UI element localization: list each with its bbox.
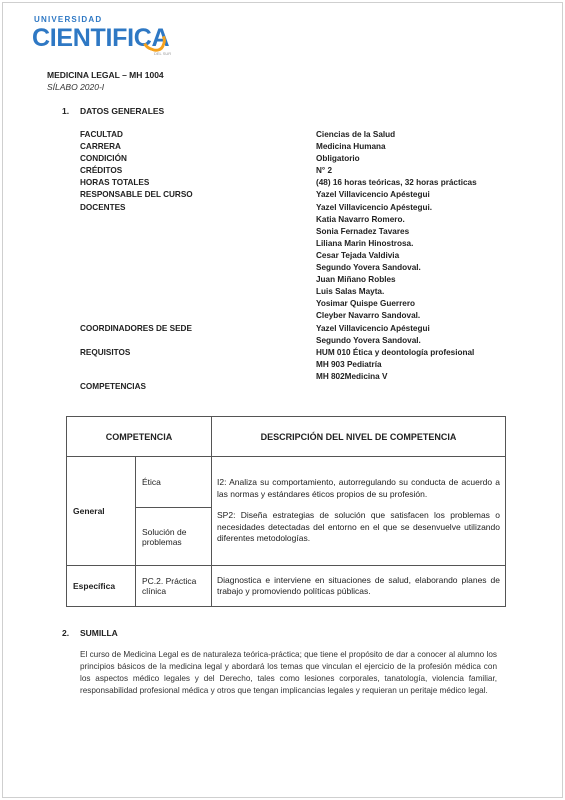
field-value: Juan Miñano Robles bbox=[316, 275, 396, 285]
field-label: FACULTAD bbox=[80, 130, 123, 139]
group-especifica: Específica bbox=[67, 566, 136, 607]
table-row bbox=[67, 457, 506, 508]
general-data-row bbox=[80, 359, 520, 371]
general-data-row bbox=[80, 238, 520, 250]
field-value: (48) 16 horas teóricas, 32 horas prácticas bbox=[316, 178, 477, 188]
field-label bbox=[80, 286, 316, 298]
general-data-row bbox=[80, 310, 520, 322]
group-general: General bbox=[67, 457, 136, 566]
general-data-row bbox=[80, 214, 520, 226]
general-data-row bbox=[80, 141, 520, 153]
field-label bbox=[80, 359, 316, 371]
section-number: 2. bbox=[62, 628, 70, 638]
clinica-description: Diagnostica e interviene en situaciones de salud, elaborando planes de trabajo y promoviendo políticas públicas. bbox=[212, 566, 506, 607]
field-label: HORAS TOTALES bbox=[80, 178, 150, 188]
field-value: Medicina Humana bbox=[316, 142, 386, 152]
sumilla-paragraph: El curso de Medicina Legal es de naturaleza teórica-práctica; que tiene el propósito de dar a conocer al alumno los principios básicos de la medicina legal y abordará los temas que vinculan el ejercicio de la profesión médica con los aspectos médico legales y del Derecho, tales como lesiones corporales, tanatología, violencia familiar, responsabilidad profesional médica y otros que tengan implicancias legales y requieran un peritaje médico legal. bbox=[80, 650, 497, 695]
field-value: Yazel Villavicencio Apéstegui bbox=[316, 323, 430, 333]
field-label bbox=[80, 274, 316, 286]
university-logo bbox=[32, 15, 172, 59]
field-value: Segundo Yovera Sandoval. bbox=[316, 263, 421, 273]
logo-main-text: CIENTIFICA bbox=[32, 24, 170, 52]
general-data-row bbox=[80, 371, 520, 383]
field-value: Segundo Yovera Sandoval. bbox=[316, 335, 421, 345]
etica-description: I2: Analiza su comportamiento, autorregulando su conducta de acuerdo a las normas y estándares éticos propios de su profesión. bbox=[217, 477, 500, 499]
general-data-row bbox=[80, 189, 520, 201]
field-label: CARRERA bbox=[80, 142, 121, 152]
general-data-row bbox=[80, 129, 520, 141]
field-value: Yazel Villavicencio Apéstegui. bbox=[316, 202, 433, 212]
general-data-row bbox=[80, 286, 520, 298]
table-header-row bbox=[67, 417, 506, 457]
field-value: Luis Salas Mayta. bbox=[316, 287, 385, 297]
logo-small-text: DEL SUR bbox=[154, 51, 172, 56]
field-value: Ciencias de la Salud bbox=[316, 130, 396, 139]
general-data-row bbox=[80, 323, 520, 335]
field-label bbox=[80, 298, 316, 310]
area-practica-clinica: PC.2. Práctica clínica bbox=[136, 566, 212, 607]
field-value: Cleyber Navarro Sandoval. bbox=[316, 311, 421, 321]
field-value: MH 903 Pediatría bbox=[316, 359, 382, 369]
field-value: MH 802Medicina V bbox=[316, 371, 388, 381]
field-value: Sonia Fernadez Tavares bbox=[316, 226, 410, 236]
field-label: CRÉDITOS bbox=[80, 166, 123, 176]
table-header-competencia: COMPETENCIA bbox=[67, 417, 212, 457]
general-data-row bbox=[80, 202, 520, 214]
field-label bbox=[80, 262, 316, 274]
general-data-row bbox=[80, 335, 520, 347]
logo-top-text: UNIVERSIDAD bbox=[34, 15, 103, 24]
field-value: Yazel Villavicencio Apéstegui bbox=[316, 190, 430, 200]
course-title: MEDICINA LEGAL – MH 1004 bbox=[47, 70, 164, 80]
general-data-row bbox=[80, 250, 520, 262]
general-data-row bbox=[80, 274, 520, 286]
area-solucion-problemas: Solución de problemas bbox=[136, 508, 212, 566]
field-value: Obligatorio bbox=[316, 154, 360, 164]
field-label bbox=[80, 226, 316, 238]
section-title: SUMILLA bbox=[80, 628, 118, 638]
field-label: CONDICIÓN bbox=[80, 154, 127, 164]
field-label bbox=[80, 250, 316, 262]
field-label: DOCENTES bbox=[80, 202, 126, 212]
field-label: RESPONSABLE DEL CURSO bbox=[80, 190, 193, 200]
silabo-subtitle: SÍLABO 2020-I bbox=[47, 82, 105, 92]
field-label: REQUISITOS bbox=[80, 347, 131, 357]
competencias-table bbox=[66, 416, 506, 607]
table-row bbox=[67, 566, 506, 607]
field-value: Katia Navarro Romero. bbox=[316, 214, 405, 224]
general-data-row bbox=[80, 165, 520, 177]
field-label bbox=[80, 238, 316, 250]
field-value: Cesar Tejada Valdivia bbox=[316, 250, 400, 260]
section-title: DATOS GENERALES bbox=[80, 106, 165, 116]
description-general bbox=[212, 457, 506, 566]
field-label bbox=[80, 310, 316, 322]
section-number: 1. bbox=[62, 106, 70, 116]
general-data-list bbox=[80, 129, 520, 383]
general-data-row bbox=[80, 347, 520, 359]
field-value: Yosimar Quispe Guerrero bbox=[316, 299, 416, 309]
table-header-descripcion: DESCRIPCIÓN DEL NIVEL DE COMPETENCIA bbox=[212, 417, 506, 457]
problemas-description: SP2: Diseña estrategias de solución que satisfacen los problemas o necesidades detectadas del entorno en el que se desenvuelve utilizando diferentes metodologías. bbox=[217, 510, 500, 544]
field-value: N° 2 bbox=[316, 166, 333, 176]
general-data-row bbox=[80, 177, 520, 189]
field-label bbox=[80, 214, 316, 226]
area-etica: Ética bbox=[136, 457, 212, 508]
competencias-label: COMPETENCIAS bbox=[80, 382, 146, 391]
general-data-row bbox=[80, 153, 520, 165]
general-data-row bbox=[80, 226, 520, 238]
field-value: HUM 010 Ética y deontología profesional bbox=[316, 347, 475, 357]
field-value: Liliana Marin Hinostrosa. bbox=[316, 238, 414, 248]
field-label bbox=[80, 335, 316, 347]
general-data-row bbox=[80, 262, 520, 274]
field-label: COORDINADORES DE SEDE bbox=[80, 323, 192, 333]
general-data-row bbox=[80, 298, 520, 310]
